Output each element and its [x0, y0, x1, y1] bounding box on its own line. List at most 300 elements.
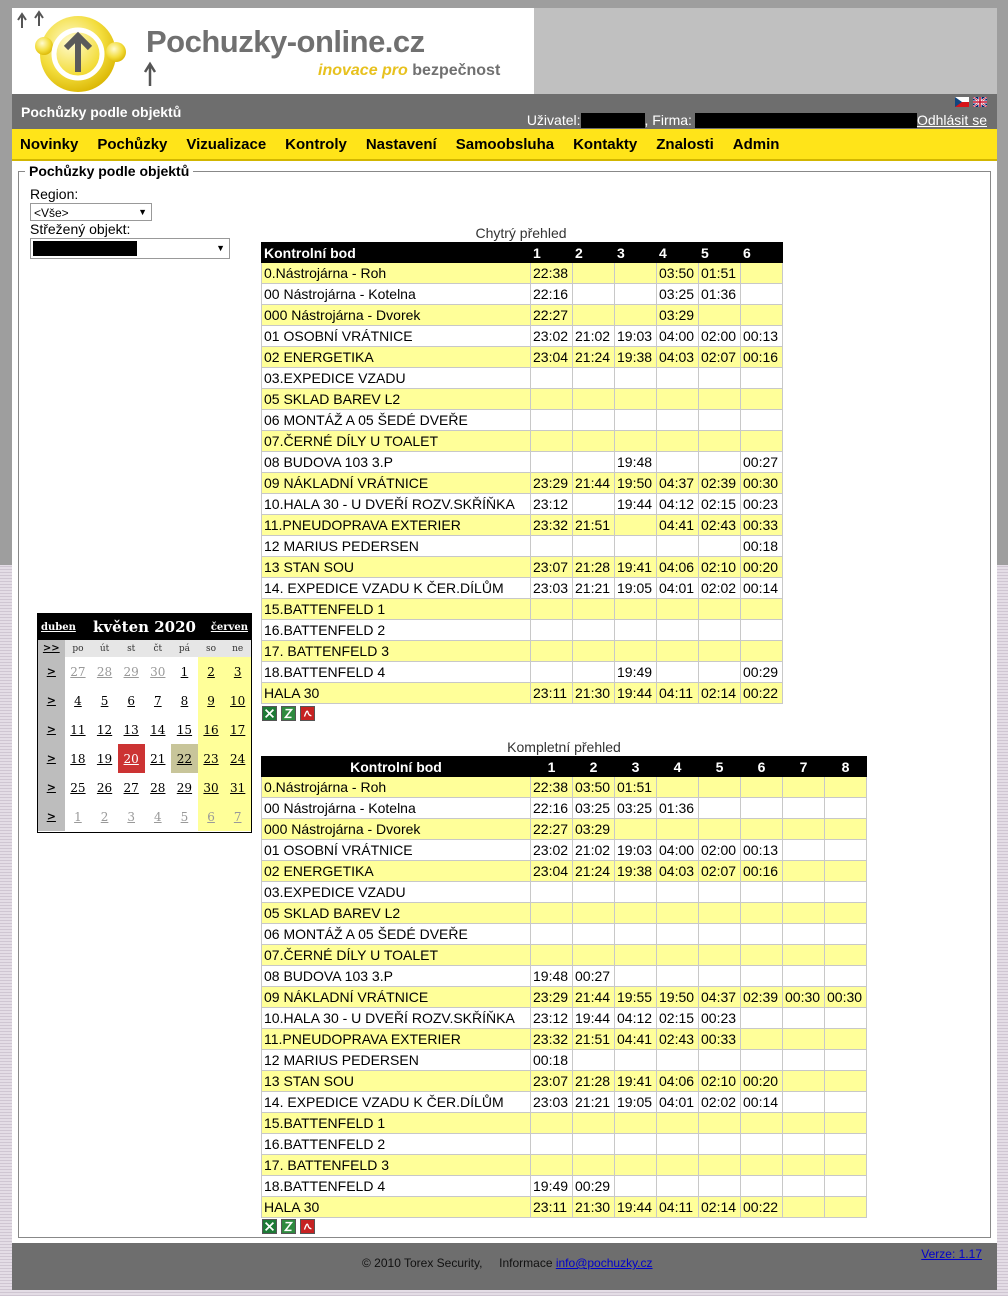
calendar-day[interactable] — [171, 802, 198, 831]
time-cell — [825, 1050, 867, 1071]
table-row — [262, 945, 867, 966]
column-header[interactable]: 1 — [531, 243, 573, 263]
time-cell — [531, 536, 573, 557]
czech-flag-icon[interactable] — [955, 97, 969, 107]
calendar-week-row — [38, 657, 251, 686]
time-cell: 03:29 — [657, 305, 699, 326]
complete-overview-caption: Kompletní přehled — [507, 739, 621, 755]
checkpoint-name-cell: 07.ČERNÉ DÍLY U TOALET — [262, 431, 531, 452]
calendar-day-number: 26 — [96, 780, 113, 795]
time-cell: 03:25 — [573, 798, 615, 819]
time-cell: 19:44 — [615, 494, 657, 515]
time-cell — [573, 882, 615, 903]
time-cell: 21:02 — [573, 840, 615, 861]
time-cell — [657, 368, 699, 389]
time-cell: 00:23 — [699, 1008, 741, 1029]
calendar-day-number: 5 — [100, 693, 109, 708]
checkpoint-name-cell: 15.BATTENFELD 1 — [262, 1113, 531, 1134]
banner — [12, 8, 997, 94]
calendar-day[interactable] — [145, 657, 172, 686]
calendar-day[interactable] — [171, 686, 198, 715]
time-cell — [699, 641, 741, 662]
checkpoint-name-cell: 09 NÁKLADNÍ VRÁTNICE — [262, 473, 531, 494]
time-cell: 02:00 — [699, 326, 741, 347]
time-cell: 19:44 — [573, 1008, 615, 1029]
checkpoint-name-cell: 17. BATTENFELD 3 — [262, 641, 531, 662]
time-cell: 22:16 — [531, 798, 573, 819]
calendar-day-number: 21 — [150, 751, 166, 766]
checkpoint-name-cell: 13 STAN SOU — [262, 1071, 531, 1092]
time-cell — [531, 1155, 573, 1176]
table-row — [262, 1050, 867, 1071]
table-row — [262, 1071, 867, 1092]
time-cell: 19:48 — [531, 966, 573, 987]
checkpoint-name-cell: 16.BATTENFELD 2 — [262, 620, 531, 641]
time-cell: 22:38 — [531, 777, 573, 798]
time-cell — [825, 1176, 867, 1197]
smart-header-row — [262, 243, 783, 263]
calendar-week-select[interactable]: > — [38, 773, 65, 802]
time-cell: 19:41 — [615, 557, 657, 578]
calendar-week-row — [38, 715, 251, 744]
calendar-week-select[interactable]: > — [38, 686, 65, 715]
calendar-day[interactable] — [91, 744, 118, 773]
time-cell — [825, 1134, 867, 1155]
time-cell — [615, 536, 657, 557]
time-cell — [741, 1155, 783, 1176]
table-row — [262, 861, 867, 882]
time-cell: 23:12 — [531, 1008, 573, 1029]
menu-item-znalosti[interactable]: Znalosti — [656, 135, 714, 153]
menu-item-kontroly[interactable]: Kontroly — [285, 135, 347, 153]
time-cell: 00:29 — [573, 1176, 615, 1197]
time-cell: 21:51 — [573, 1029, 615, 1050]
time-cell — [783, 1008, 825, 1029]
calendar-day[interactable] — [118, 657, 145, 686]
column-header[interactable]: 3 — [615, 243, 657, 263]
time-cell — [783, 924, 825, 945]
time-cell: 19:55 — [615, 987, 657, 1008]
time-cell — [825, 798, 867, 819]
time-cell — [531, 945, 573, 966]
column-header[interactable]: 5 — [699, 757, 741, 777]
column-header[interactable]: 5 — [699, 243, 741, 263]
time-cell: 04:00 — [657, 326, 699, 347]
time-cell: 23:07 — [531, 557, 573, 578]
time-cell: 23:29 — [531, 473, 573, 494]
calendar-week-nav[interactable]: >> — [38, 640, 65, 657]
time-cell: 23:29 — [531, 987, 573, 1008]
calendar-day-number: 1 — [74, 809, 82, 824]
menu-item-vizualizace[interactable]: Vizualizace — [186, 135, 267, 153]
calendar-day[interactable] — [65, 657, 92, 686]
calendar-day-number: 22 — [176, 751, 193, 766]
pdf-icon[interactable] — [300, 1219, 315, 1234]
time-cell — [615, 924, 657, 945]
calendar-day-number: 17 — [230, 722, 246, 737]
weekday-label: čt — [145, 640, 172, 657]
time-cell: 04:01 — [657, 578, 699, 599]
time-cell: 02:02 — [699, 1092, 741, 1113]
tagline-part1: inovace pro — [318, 62, 408, 79]
calendar-week-select[interactable]: > — [38, 657, 65, 686]
time-cell — [783, 1155, 825, 1176]
time-cell: 23:32 — [531, 1029, 573, 1050]
calendar-prev-month[interactable]: duben — [41, 622, 76, 633]
time-cell — [741, 903, 783, 924]
time-cell — [573, 536, 615, 557]
checkpoint-name-cell: 0.Nástrojárna - Roh — [262, 263, 531, 284]
calendar-day[interactable] — [145, 802, 172, 831]
time-cell — [783, 1029, 825, 1050]
calendar-day[interactable] — [65, 686, 92, 715]
checkpoint-name-cell: 000 Nástrojárna - Dvorek — [262, 305, 531, 326]
time-cell: 02:43 — [699, 515, 741, 536]
column-header[interactable]: 7 — [783, 757, 825, 777]
column-header[interactable]: 2 — [573, 243, 615, 263]
calendar-day[interactable] — [65, 773, 92, 802]
menu-item-nastaveni[interactable]: Nastavení — [365, 135, 437, 153]
time-cell — [657, 777, 699, 798]
time-cell: 21:51 — [573, 515, 615, 536]
calendar-header — [38, 614, 251, 640]
time-cell: 02:14 — [699, 683, 741, 704]
time-cell — [699, 536, 741, 557]
checkpoint-name-cell: 03.EXPEDICE VZADU — [262, 882, 531, 903]
menu-item-kontakty[interactable]: Kontakty — [573, 135, 638, 153]
time-cell — [783, 945, 825, 966]
calendar-day-number: 10 — [230, 693, 246, 708]
calendar-day[interactable] — [171, 657, 198, 686]
time-cell — [699, 620, 741, 641]
checkpoint-name-cell: 17. BATTENFELD 3 — [262, 1155, 531, 1176]
time-cell — [657, 1155, 699, 1176]
company-name-redacted — [695, 113, 917, 128]
time-cell — [615, 1176, 657, 1197]
time-cell: 00:23 — [741, 494, 783, 515]
time-cell — [573, 662, 615, 683]
time-cell — [573, 1050, 615, 1071]
calendar-day[interactable] — [224, 657, 251, 686]
logo-tagline — [318, 62, 500, 80]
time-cell — [741, 966, 783, 987]
checkpoint-name-cell: 14. EXPEDICE VZADU K ČER.DÍLŮM — [262, 578, 531, 599]
calendar-day[interactable] — [145, 744, 172, 773]
time-cell — [657, 819, 699, 840]
calendar-day[interactable] — [198, 802, 225, 831]
table-row — [262, 1155, 867, 1176]
time-cell — [825, 966, 867, 987]
calendar-day[interactable] — [224, 802, 251, 831]
time-cell — [699, 798, 741, 819]
time-cell: 02:10 — [699, 557, 741, 578]
checkpoint-name-cell: 12 MARIUS PEDERSEN — [262, 1050, 531, 1071]
time-cell — [573, 903, 615, 924]
checkpoint-name-cell: 03.EXPEDICE VZADU — [262, 368, 531, 389]
time-cell: 02:14 — [699, 1197, 741, 1218]
time-cell: 19:49 — [531, 1176, 573, 1197]
checkpoint-name-cell: 0.Nástrojárna - Roh — [262, 777, 531, 798]
version-link[interactable]: Verze: 1.17 — [921, 1247, 982, 1261]
column-header[interactable]: 4 — [657, 757, 699, 777]
time-cell — [573, 452, 615, 473]
calendar-weekday-row — [38, 640, 251, 657]
region-select[interactable] — [30, 203, 152, 221]
menu-item-samoobsluha[interactable]: Samoobsluha — [455, 135, 555, 153]
time-cell: 00:33 — [699, 1029, 741, 1050]
time-cell — [657, 882, 699, 903]
time-cell: 23:04 — [531, 861, 573, 882]
calendar-day-number: 11 — [70, 722, 86, 737]
calendar-day[interactable] — [118, 802, 145, 831]
time-cell: 01:51 — [699, 263, 741, 284]
table-row — [262, 1134, 867, 1155]
time-cell — [657, 431, 699, 452]
time-cell — [783, 1134, 825, 1155]
time-cell — [783, 966, 825, 987]
time-cell: 22:16 — [531, 284, 573, 305]
region-label: Region: — [30, 186, 79, 202]
calendar-week-row — [38, 686, 251, 715]
calendar-day[interactable] — [65, 715, 92, 744]
excel-icon[interactable] — [262, 706, 277, 721]
calendar-day-number: 24 — [230, 751, 246, 766]
calendar-day[interactable] — [118, 715, 145, 744]
calendar-day[interactable] — [91, 773, 118, 802]
time-cell — [699, 1176, 741, 1197]
checkpoint-name-cell: 02 ENERGETIKA — [262, 347, 531, 368]
calendar-day[interactable] — [91, 802, 118, 831]
calendar-day[interactable] — [224, 686, 251, 715]
column-header[interactable]: Kontrolní bod — [262, 243, 531, 263]
object-select-value-redacted — [33, 241, 137, 256]
time-cell — [615, 966, 657, 987]
table-row — [262, 903, 867, 924]
table-row — [262, 599, 783, 620]
checkpoint-name-cell: 06 MONTÁŽ A 05 ŠEDÉ DVEŘE — [262, 410, 531, 431]
time-cell — [615, 819, 657, 840]
rounds-by-object-section — [18, 163, 991, 1238]
time-cell — [615, 1050, 657, 1071]
object-label: Střežený objekt: — [30, 221, 131, 237]
calendar-week-select[interactable]: > — [38, 715, 65, 744]
calendar-day[interactable] — [145, 686, 172, 715]
calendar-day[interactable] — [145, 715, 172, 744]
checkpoint-name-cell: 15.BATTENFELD 1 — [262, 599, 531, 620]
column-header[interactable]: 8 — [825, 757, 867, 777]
menu-item-admin[interactable]: Admin — [732, 135, 780, 153]
calendar-day[interactable] — [198, 744, 225, 773]
time-cell — [657, 641, 699, 662]
table-row — [262, 1092, 867, 1113]
time-cell — [825, 1113, 867, 1134]
calendar-day[interactable] — [171, 715, 198, 744]
checkpoint-name-cell: 00 Nástrojárna - Kotelna — [262, 284, 531, 305]
calendar-day[interactable] — [91, 686, 118, 715]
time-cell: 23:02 — [531, 326, 573, 347]
column-header[interactable]: 2 — [573, 757, 615, 777]
footer — [12, 1243, 997, 1290]
time-cell: 00:18 — [741, 536, 783, 557]
column-header[interactable]: Kontrolní bod — [262, 757, 531, 777]
time-cell — [741, 777, 783, 798]
time-cell — [657, 1176, 699, 1197]
calendar-next-month[interactable]: červen — [210, 622, 248, 633]
table-row — [262, 431, 783, 452]
logo[interactable] — [12, 8, 534, 94]
time-cell: 00:30 — [825, 987, 867, 1008]
time-cell: 19:03 — [615, 326, 657, 347]
table-row — [262, 987, 867, 1008]
table-row — [262, 494, 783, 515]
time-cell: 21:21 — [573, 1092, 615, 1113]
time-cell: 04:12 — [657, 494, 699, 515]
calendar-day-number: 19 — [96, 751, 113, 766]
table-row — [262, 389, 783, 410]
calendar-week-select[interactable]: > — [38, 744, 65, 773]
column-header[interactable]: 3 — [615, 757, 657, 777]
checkpoint-name-cell: 11.PNEUDOPRAVA EXTERIER — [262, 1029, 531, 1050]
time-cell — [615, 945, 657, 966]
time-cell — [783, 798, 825, 819]
calendar-day[interactable] — [118, 744, 145, 773]
checkpoint-name-cell: 01 OSOBNÍ VRÁTNICE — [262, 326, 531, 347]
checkpoint-name-cell: 08 BUDOVA 103 3.P — [262, 452, 531, 473]
time-cell: 04:06 — [657, 1071, 699, 1092]
time-cell: 00:30 — [783, 987, 825, 1008]
time-cell — [825, 1155, 867, 1176]
calendar-day[interactable] — [224, 773, 251, 802]
email-link[interactable]: info@pochuzky.cz — [555, 1256, 653, 1270]
time-cell — [615, 599, 657, 620]
time-cell — [531, 662, 573, 683]
calendar-day[interactable] — [118, 773, 145, 802]
calendar-day[interactable] — [198, 715, 225, 744]
calendar-day[interactable] — [224, 715, 251, 744]
calendar-day-number: 3 — [127, 809, 135, 824]
time-cell: 23:11 — [531, 683, 573, 704]
calendar-day[interactable] — [224, 744, 251, 773]
menu-item-novinky[interactable]: Novinky — [20, 135, 79, 153]
table-row — [262, 641, 783, 662]
table-row — [262, 410, 783, 431]
calendar-day[interactable] — [65, 802, 92, 831]
time-cell — [531, 599, 573, 620]
time-cell: 02:07 — [699, 861, 741, 882]
weekday-label: so — [198, 640, 225, 657]
csv-icon[interactable] — [281, 1219, 296, 1234]
checkpoint-name-cell: 08 BUDOVA 103 3.P — [262, 966, 531, 987]
time-cell — [783, 1176, 825, 1197]
time-cell — [741, 368, 783, 389]
calendar-day-number: 9 — [207, 693, 215, 708]
time-cell — [573, 1155, 615, 1176]
smart-overview-caption: Chytrý přehled — [475, 225, 567, 241]
pdf-icon[interactable] — [300, 706, 315, 721]
table-row — [262, 536, 783, 557]
calendar-day[interactable] — [198, 773, 225, 802]
time-cell — [825, 1029, 867, 1050]
time-cell — [741, 1113, 783, 1134]
english-flag-icon[interactable] — [973, 97, 987, 107]
calendar-day-number: 27 — [123, 780, 139, 795]
time-cell: 01:36 — [657, 798, 699, 819]
column-header[interactable]: 6 — [741, 757, 783, 777]
calendar-day[interactable] — [171, 773, 198, 802]
weekday-label: pá — [171, 640, 198, 657]
time-cell — [573, 431, 615, 452]
time-cell: 19:38 — [615, 347, 657, 368]
table-row — [262, 840, 867, 861]
time-cell — [573, 1134, 615, 1155]
time-cell: 21:30 — [573, 683, 615, 704]
time-cell: 03:25 — [615, 798, 657, 819]
time-cell — [531, 882, 573, 903]
time-cell — [825, 840, 867, 861]
calendar-day-number: 6 — [207, 809, 215, 824]
time-cell — [825, 1197, 867, 1218]
checkpoint-name-cell: HALA 30 — [262, 1197, 531, 1218]
calendar-day-number: 28 — [150, 780, 166, 795]
time-cell: 23:04 — [531, 347, 573, 368]
checkpoint-name-cell: 000 Nástrojárna - Dvorek — [262, 819, 531, 840]
calendar-day[interactable] — [118, 686, 145, 715]
column-header[interactable]: 4 — [657, 243, 699, 263]
time-cell — [573, 945, 615, 966]
time-cell — [699, 1050, 741, 1071]
time-cell: 02:39 — [699, 473, 741, 494]
calendar-day[interactable] — [198, 657, 225, 686]
calendar-day[interactable] — [65, 744, 92, 773]
calendar-day[interactable] — [145, 773, 172, 802]
object-select[interactable] — [30, 238, 230, 259]
time-cell — [699, 452, 741, 473]
checkpoint-name-cell: 10.HALA 30 - U DVEŘÍ ROZV.SKŘÍŇKA — [262, 494, 531, 515]
csv-icon[interactable] — [281, 706, 296, 721]
time-cell — [657, 1134, 699, 1155]
calendar-day-number: 13 — [123, 722, 139, 737]
checkpoint-name-cell: 00 Nástrojárna - Kotelna — [262, 798, 531, 819]
excel-icon[interactable] — [262, 1219, 277, 1234]
time-cell: 03:50 — [657, 263, 699, 284]
time-cell — [783, 819, 825, 840]
menu-item-pochuzky[interactable]: Pochůzky — [97, 135, 168, 153]
time-cell — [825, 819, 867, 840]
checkpoint-name-cell: 12 MARIUS PEDERSEN — [262, 536, 531, 557]
calendar-week-select[interactable]: > — [38, 802, 65, 831]
logout-link[interactable]: Odhlásit se — [916, 112, 987, 128]
column-header[interactable]: 6 — [741, 243, 783, 263]
time-cell: 00:16 — [741, 861, 783, 882]
calendar-day[interactable] — [198, 686, 225, 715]
time-cell — [825, 1008, 867, 1029]
info-label: Informace — [499, 1256, 553, 1270]
time-cell: 04:11 — [657, 683, 699, 704]
checkpoint-name-cell: 18.BATTENFELD 4 — [262, 1176, 531, 1197]
time-cell — [531, 431, 573, 452]
time-cell — [657, 599, 699, 620]
page — [12, 8, 997, 1290]
main-menu — [12, 129, 997, 161]
calendar-day[interactable] — [91, 657, 118, 686]
table-row — [262, 1113, 867, 1134]
time-cell: 04:01 — [657, 1092, 699, 1113]
column-header[interactable]: 1 — [531, 757, 573, 777]
calendar-day[interactable] — [171, 744, 198, 773]
time-cell — [573, 263, 615, 284]
calendar-day[interactable] — [91, 715, 118, 744]
page-title: Pochůzky podle objektů — [21, 104, 182, 120]
